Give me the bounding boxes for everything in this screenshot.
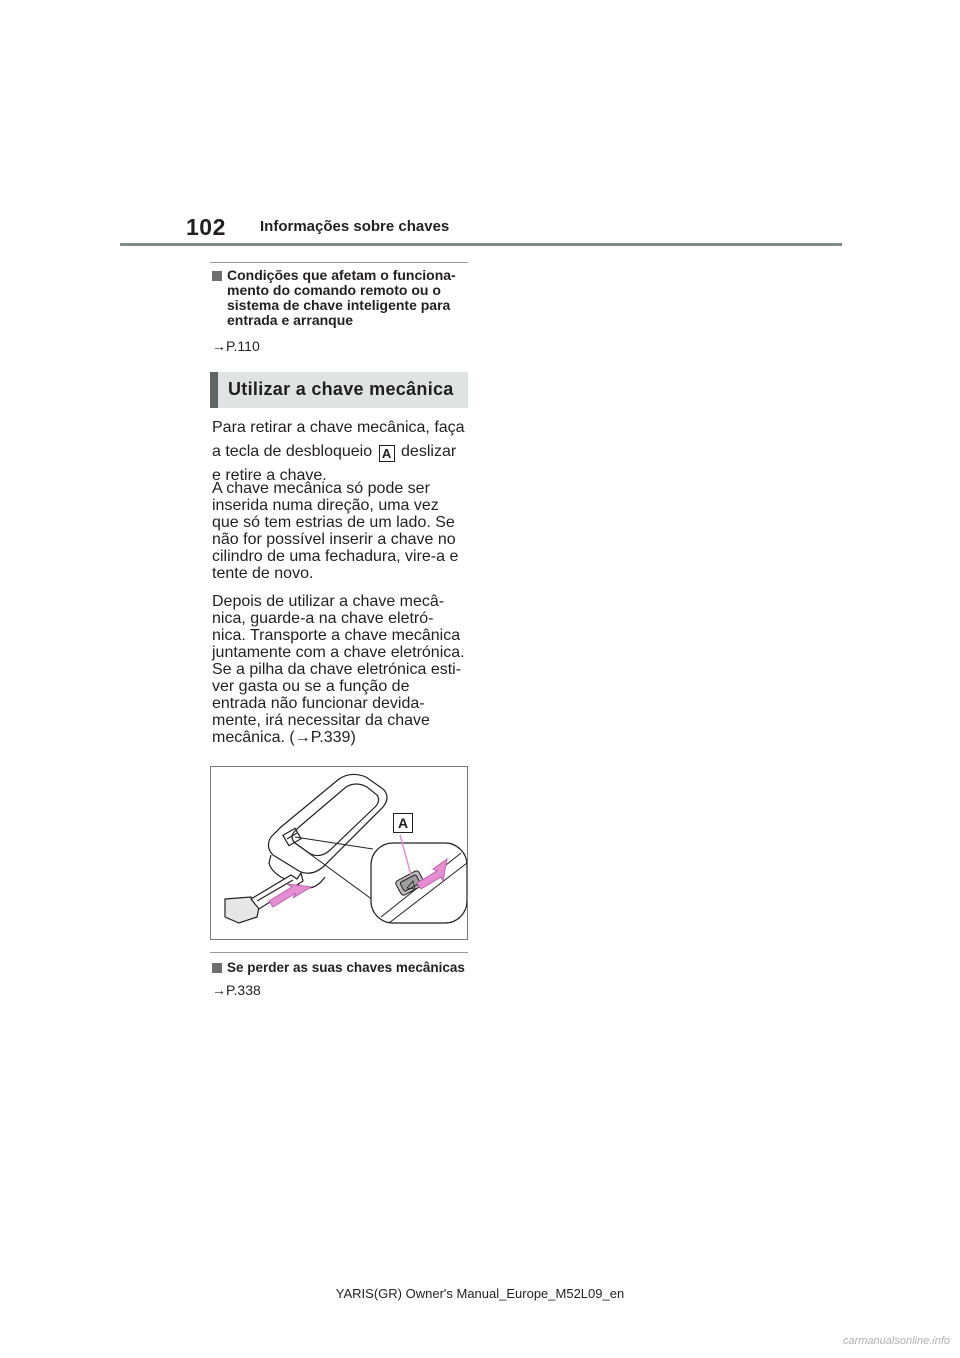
mechanical-key-illustration [210,766,468,940]
square-bullet-icon [212,963,222,973]
paragraph-after-use [212,593,472,746]
square-bullet-icon [212,271,222,281]
footer-manual-id: YARIS(GR) Owner's Manual_Europe_M52L09_en [335,1286,625,1301]
watermark: carmanualsonline.info [842,1335,950,1347]
paragraph-key-insertion [212,480,472,582]
paragraph-line: Depois de utilizar a chave mecâ- [212,593,445,610]
magnified-view [371,843,467,923]
smart-key-drawing [211,767,467,939]
header-title: Informações sobre chaves [260,218,450,235]
section-title-box [210,372,468,408]
paragraph-line: ver gasta ou se a função de [212,678,410,695]
paragraph-line: Para retirar a chave mecânica, faça [212,419,465,436]
paragraph-line [212,440,472,464]
paragraph-line: cilindro de uma fechadura, vire-a e [212,548,459,565]
section-title: Utilizar a chave mecânica [228,379,454,399]
header-rule [120,243,842,246]
page-number: 102 [186,214,226,240]
paragraph-text: a tecla de desbloqueio [212,443,373,460]
paragraph-line: nica, guarde-a na chave eletró- [212,610,434,627]
note-heading-line: mento do comando remoto ou o [227,282,441,298]
paragraph-line: mente, irá necessitar da chave [212,712,430,729]
note-heading-lost-keys [212,960,472,975]
paragraph-line: entrada não funcionar devida- [212,695,425,712]
paragraph-line: e retire a chave. [212,467,327,484]
paragraph-line: juntamente com a chave eletrónica. [212,644,465,661]
paragraph-line: Se a pilha da chave eletrónica esti- [212,661,462,678]
paragraph-line: não for possível inserir a chave no [212,531,456,548]
note-divider [210,952,468,953]
paragraph-line: A chave mecânica só pode ser [212,480,430,497]
key-fob-icon [268,774,387,887]
page-reference-link[interactable]: →P.110 [212,338,260,354]
paragraph-line: mecânica. (→P.339) [212,729,356,746]
note-heading-line: entrada e arranque [227,312,354,328]
mechanical-key-icon [225,873,303,923]
note-heading-line: sistema de chave inteligente para [227,297,451,313]
label-a-box: A [379,445,395,462]
callout-label-a: A [393,813,413,833]
paragraph-line: inserida numa direção, uma vez [212,497,439,514]
note-divider [210,262,468,263]
note-heading-conditions [212,268,470,328]
paragraph-line: que só tem estrias de um lado. Se [212,514,455,531]
paragraph-line: tente de novo. [212,565,314,582]
paragraph-text: deslizar [401,443,457,460]
paragraph-instructions [212,416,472,488]
paragraph-line: nica. Transporte a chave mecânica [212,627,461,644]
note-heading-line: Condições que afetam o funciona- [227,267,456,283]
page-reference-link[interactable]: →P.338 [212,982,261,998]
note-heading-text: Se perder as suas chaves mecânicas [227,960,465,975]
